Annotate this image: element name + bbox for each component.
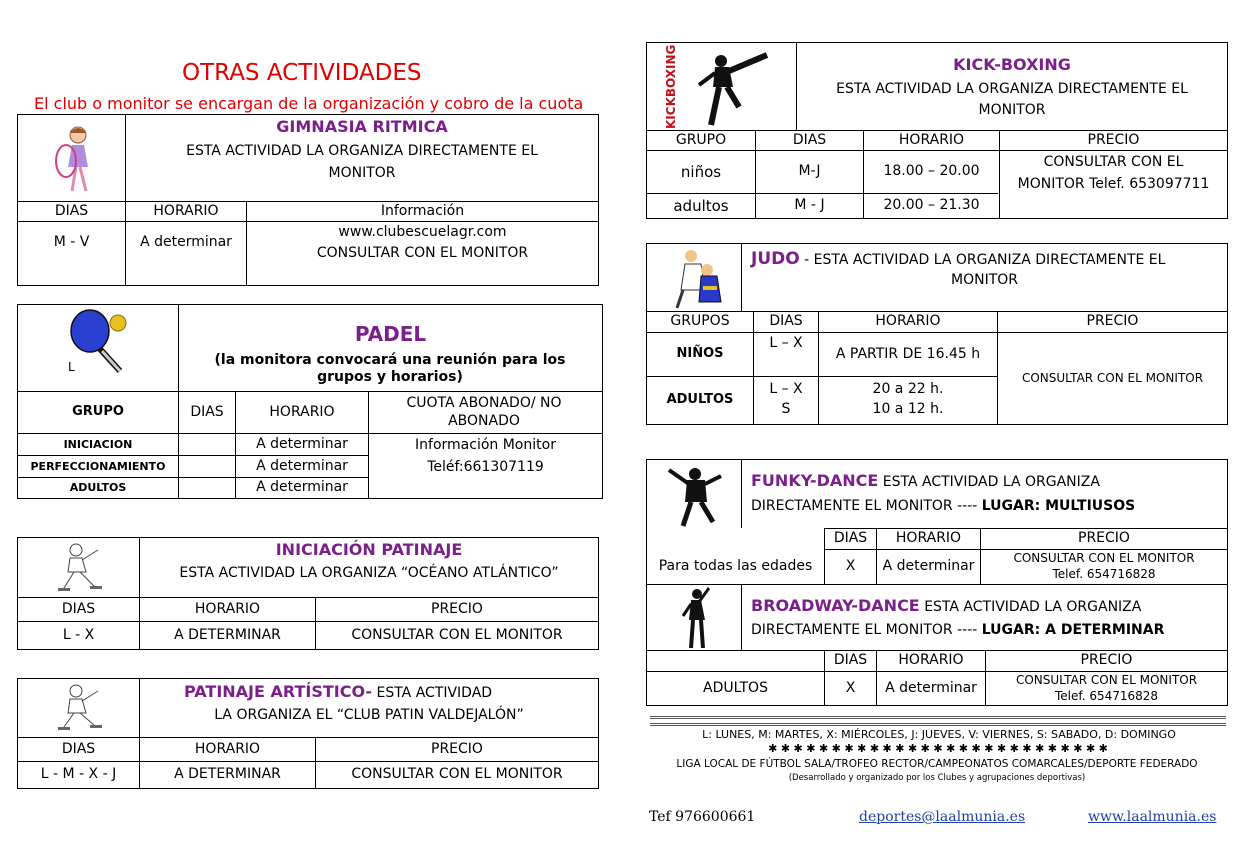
patinaje-ini-dias: L - X [62,626,95,643]
padel-title: PADEL [354,321,427,346]
svg-text:L: L [68,360,75,374]
broadway-h-horario: HORARIO [898,652,964,669]
gimnasia-horario: A determinar [140,234,232,251]
judo-adultos-h1: 20 a 22 h. [872,381,944,398]
judo-title: JUDO [751,249,800,269]
padel-row-horario: A determinar [256,457,348,474]
stars-divider: ✱ ✱ ✱ ✱ ✱ ✱ ✱ ✱ ✱ ✱ ✱ ✱ ✱ ✱ ✱ ✱ ✱ ✱ ✱ ✱ ✱ ✱ ✱ ✱ ✱ ✱ ✱ [768,742,1108,755]
liga-text: LIGA LOCAL DE FÚTBOL SALA/TROFEO RECTOR/CAMPEONATOS COMARCALES/DEPORTE FEDERADO [676,758,1198,770]
broadway-h-dias: DIAS [833,652,868,669]
kickboxing-logo-text: KICKBOXING [664,44,678,129]
broadway-precio1: CONSULTAR CON EL MONITOR [1015,672,1198,687]
padel-h-dias: DIAS [190,403,224,420]
kick-row-dias: M-J [798,163,821,180]
days-legend: L: LUNES, M: MARTES, X: MIÉRCOLES, J: JUEVES, V: VIERNES, S: SABADO, D: DOMINGO [702,728,1176,741]
kick-table [646,42,1228,219]
email-link[interactable]: deportes@laalmunia.es [859,809,1026,825]
patinaje-ini-horario: A DETERMINAR [174,626,281,643]
judo-h-dias: DIAS [769,313,803,330]
kick-h-precio: PRECIO [1087,131,1140,148]
patinaje-art-desc1: ESTA ACTIVIDAD [376,685,493,701]
dance-table [646,459,1228,706]
patinaje-art-h-horario: HORARIO [194,740,261,757]
liga-note: (Desarrollado y organizado por los Clubes y agrupaciones deportivas) [788,773,1086,783]
patinaje-ini-precio: CONSULTAR CON EL MONITOR [351,626,563,643]
judo-table [646,243,1228,425]
funky-precio1: CONSULTAR CON EL MONITOR [1013,550,1195,565]
padel-racket-icon [62,307,132,377]
kick-row-dias: M - J [794,197,825,214]
funky-h-precio: PRECIO [1078,530,1130,547]
gimnasia-desc2: MONITOR [328,165,396,182]
broadway-lugar: LUGAR: A DETERMINAR [981,622,1165,638]
broadway-horario: A determinar [885,679,977,696]
page-title: OTRAS ACTIVIDADES [182,60,422,86]
gimnasia-info1: www.clubescuelagr.com [338,224,507,241]
gimnasia-dias: M - V [53,234,90,251]
funky-desc2: DIRECTAMENTE EL MONITOR ---- [751,498,978,514]
funky-dias: X [845,558,856,575]
judo-desc2: MONITOR [951,272,1018,289]
judo-adultos-dias1: L – X [769,381,803,398]
funky-title: FUNKY-DANCE [751,471,879,490]
patinaje-art-precio: CONSULTAR CON EL MONITOR [351,766,563,783]
gimnasia-h-info: Información [380,202,465,219]
funky-horario: A determinar [882,558,975,575]
padel-row-grupo: ADULTOS [69,481,127,495]
gimnasia-h-horario: HORARIO [153,202,219,219]
patinaje-art-h-dias: DIAS [61,740,96,757]
judo-ninos: NIÑOS [676,346,724,362]
gimnasia-title: GIMNASIA RITMICA [276,117,448,136]
kick-h-dias: DIAS [792,131,827,148]
skater-icon [50,540,108,596]
judo-adultos: ADULTOS [666,392,734,408]
kick-desc2: MONITOR [978,102,1046,119]
patinaje-ini-h-dias: DIAS [61,600,96,617]
broadway-desc1: ESTA ACTIVIDAD LA ORGANIZA [924,599,1142,615]
padel-table [17,304,603,499]
gimnasia-table [17,114,599,286]
page-subtitle: El club o monitor se encargan de la organización y cobro de la cuota [34,94,584,113]
padel-note: (la monitora convocará una reunión para los grupos y horarios) [214,351,566,385]
broadway-precio2: Telef. 654716828 [1054,688,1159,703]
gimnasia-desc1: ESTA ACTIVIDAD LA ORGANIZA DIRECTAMENTE EL [186,143,538,160]
judo-icon [667,246,729,310]
judo-desc1: - ESTA ACTIVIDAD LA ORGANIZA DIRECTAMENTE EL [804,252,1166,268]
patinaje-ini-title: INICIACIÓN PATINAJE [275,540,463,559]
broadway-desc2: DIRECTAMENTE EL MONITOR ---- [751,622,978,638]
gimnasia-h-dias: DIAS [54,202,89,219]
kick-row-horario: 18.00 – 20.00 [883,163,980,180]
funky-h-horario: HORARIO [895,530,962,547]
kick-precio1: CONSULTAR CON EL [1043,154,1184,171]
broadway-grupo: ADULTOS [703,679,768,696]
phone-text: Tef 976600661 [649,809,756,825]
patinaje-art-title: PATINAJE ARTÍSTICO- [184,682,373,701]
judo-h-grupos: GRUPOS [670,313,730,330]
funky-grupo: Para todas las edades [658,558,813,575]
web-link[interactable]: www.laalmunia.es [1088,809,1217,825]
patinaje-ini-desc: ESTA ACTIVIDAD LA ORGANIZA “OCÉANO ATLÁNTICO” [179,565,559,582]
kick-row-grupo: adultos [673,196,729,215]
broadway-title: BROADWAY-DANCE [751,596,920,615]
padel-row-horario: A determinar [256,435,348,452]
patinaje-art-h-precio: PRECIO [431,740,483,757]
gimnasia-info2: CONSULTAR CON EL MONITOR [316,245,529,262]
padel-h-grupo: GRUPO [72,404,124,420]
kick-desc1: ESTA ACTIVIDAD LA ORGANIZA DIRECTAMENTE EL [836,81,1188,98]
patinaje-ini-h-precio: PRECIO [431,600,483,617]
funky-desc1: ESTA ACTIVIDAD LA ORGANIZA [882,474,1100,490]
kick-h-grupo: GRUPO [675,131,727,148]
gymnast-icon [46,121,106,201]
padel-row-grupo: PERFECCIONAMIENTO [30,459,166,473]
patinaje-ini-h-horario: HORARIO [194,600,261,617]
padel-h-horario: HORARIO [269,403,335,420]
judo-ninos-horario: A PARTIR DE 16.45 h [835,345,981,362]
patinaje-art-desc2: LA ORGANIZA EL “CLUB PATIN VALDEJALÓN” [214,707,524,724]
judo-h-horario: HORARIO [875,313,941,330]
funky-h-dias: DIAS [833,530,868,547]
funky-precio2: Telef. 654716828 [1052,566,1156,581]
patinaje-art-table [17,678,599,789]
broadway-dancer-icon [669,586,721,650]
kick-row-horario: 20.00 – 21.30 [883,197,980,214]
kickboxer-icon [664,44,775,129]
patinaje-art-horario: A DETERMINAR [174,766,281,783]
judo-adultos-dias2: S [781,401,791,418]
judo-ninos-dias: L – X [769,335,803,352]
padel-row-horario: A determinar [256,479,348,496]
judo-h-precio: PRECIO [1086,313,1139,330]
padel-info2: Teléf:661307119 [427,459,544,476]
kick-row-grupo: niños [680,162,722,181]
kick-h-horario: HORARIO [898,131,965,148]
patinaje-art-dias: L - M - X - J [40,766,117,783]
padel-row-grupo: INICIACION [63,437,133,451]
wave-divider [650,716,1226,726]
funky-lugar: LUGAR: MULTIUSOS [981,498,1136,514]
kick-precio2: MONITOR Telef. 653097711 [1017,176,1210,193]
judo-adultos-h2: 10 a 12 h. [872,401,944,418]
kick-title: KICK-BOXING [953,55,1071,74]
padel-h-cuota: CUOTA ABONADO/ NO ABONADO [406,395,562,429]
padel-info1: Información Monitor [415,437,556,454]
skater-icon [50,681,108,735]
patinaje-ini-table [17,537,599,650]
funky-dancer-icon [665,462,725,528]
judo-precio: CONSULTAR CON EL MONITOR [1021,371,1204,385]
broadway-h-precio: PRECIO [1080,652,1133,669]
broadway-dias: X [845,679,856,696]
